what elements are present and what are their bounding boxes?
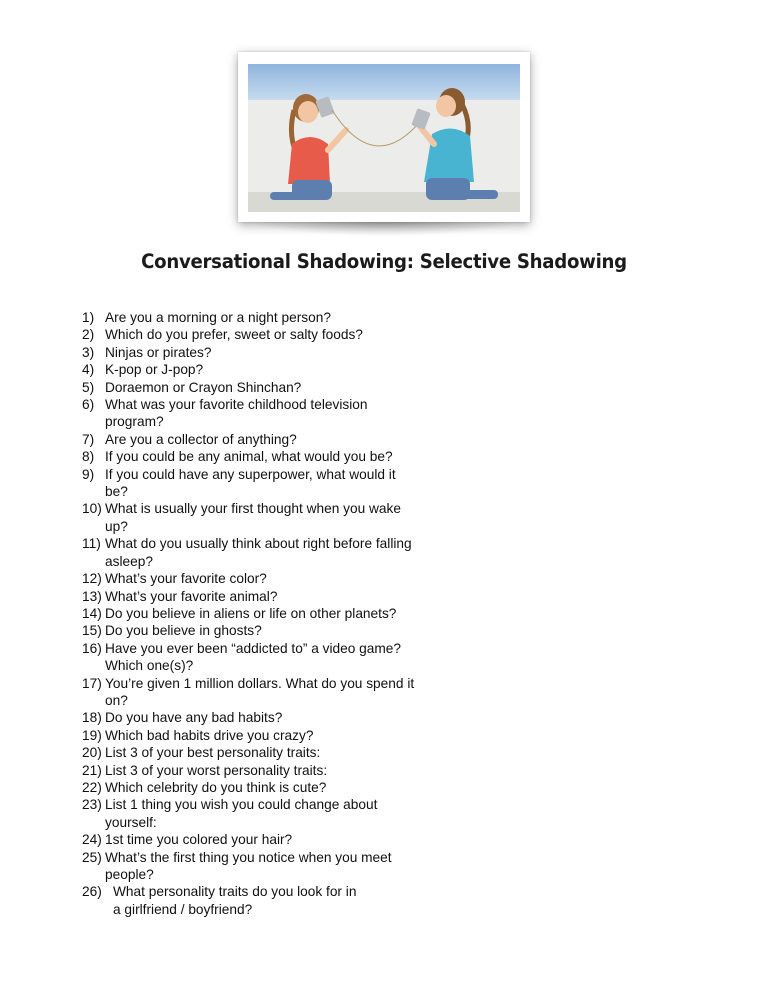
question-line: Do you believe in aliens or life on other planets? — [105, 605, 397, 621]
question-item — [82, 588, 463, 605]
question-text — [105, 344, 455, 361]
question-number: 6) — [82, 397, 95, 413]
question-line: Do you have any bad habits? — [105, 710, 283, 726]
question-number: 16) — [82, 640, 102, 656]
question-text — [105, 622, 455, 639]
question-line: yourself: — [105, 814, 157, 830]
question-line: Are you a collector of anything? — [105, 431, 297, 447]
question-item — [82, 466, 463, 501]
question-line: What was your favorite childhood television — [105, 397, 368, 413]
question-line: program? — [105, 414, 164, 430]
question-item — [82, 309, 463, 326]
question-line: Have you ever been “addicted to” a video game? — [105, 640, 401, 656]
question-line: Which bad habits drive you crazy? — [105, 727, 314, 743]
question-text — [105, 379, 455, 396]
question-text — [105, 361, 455, 378]
question-item — [82, 605, 463, 622]
question-item — [82, 344, 463, 361]
question-item — [82, 326, 463, 343]
question-line: Which one(s)? — [105, 658, 194, 674]
question-line: on? — [105, 692, 128, 708]
question-number: 26) — [82, 884, 102, 900]
question-number: 15) — [82, 623, 102, 639]
question-item — [82, 622, 463, 639]
question-number: 9) — [82, 466, 95, 482]
question-item — [82, 448, 463, 465]
question-text — [105, 762, 455, 779]
question-line: K-pop or J-pop? — [105, 362, 204, 378]
question-number: 8) — [82, 449, 95, 465]
question-text — [105, 500, 455, 535]
question-item — [82, 744, 463, 761]
question-number: 10) — [82, 501, 102, 517]
question-line: 1st time you colored your hair? — [105, 832, 293, 848]
question-text — [105, 640, 455, 675]
question-line: List 3 of your best personality traits: — [105, 745, 321, 761]
question-text — [105, 448, 455, 465]
question-text — [105, 466, 455, 501]
question-item — [82, 431, 463, 448]
question-text — [105, 831, 455, 848]
question-line: If you could have any superpower, what would it — [105, 466, 396, 482]
question-item — [82, 727, 463, 744]
question-number: 17) — [82, 675, 102, 691]
question-number: 12) — [82, 571, 102, 587]
question-number: 25) — [82, 849, 102, 865]
question-text — [105, 779, 455, 796]
question-number: 1) — [82, 310, 95, 325]
question-number: 2) — [82, 327, 95, 343]
question-line: What is usually your first thought when you wake — [105, 501, 401, 517]
question-line: What’s your favorite animal? — [105, 588, 278, 604]
question-line: Doraemon or Crayon Shinchan? — [105, 379, 302, 395]
question-number: 20) — [82, 745, 102, 761]
question-item — [82, 762, 463, 779]
question-line: Ninjas or pirates? — [105, 344, 212, 360]
question-line: be? — [105, 484, 128, 500]
question-line: people? — [105, 867, 154, 882]
question-number: 13) — [82, 588, 102, 604]
two-girls-tin-can-phone-photo — [248, 64, 520, 212]
question-text — [105, 570, 455, 587]
question-number: 19) — [82, 727, 102, 743]
question-text — [105, 744, 455, 761]
question-text — [105, 396, 455, 431]
question-line: up? — [105, 518, 128, 534]
question-number: 7) — [82, 431, 95, 447]
question-text — [105, 605, 455, 622]
question-line: If you could be any animal, what would you be? — [105, 449, 393, 465]
question-item — [82, 883, 463, 918]
question-number: 14) — [82, 605, 102, 621]
question-item — [82, 675, 463, 710]
question-number: 3) — [82, 344, 95, 360]
question-line: What’s the first thing you notice when you meet — [105, 849, 392, 865]
question-text — [105, 796, 455, 831]
question-number: 24) — [82, 832, 102, 848]
question-text — [105, 431, 455, 448]
question-number: 11) — [82, 536, 101, 552]
question-item — [82, 640, 463, 675]
question-text — [105, 709, 455, 726]
question-text — [105, 849, 455, 884]
question-text — [105, 326, 455, 343]
question-text — [105, 727, 455, 744]
photo-shadow — [250, 222, 518, 236]
question-number: 21) — [82, 762, 102, 778]
question-item — [82, 709, 463, 726]
question-line: asleep? — [105, 553, 153, 569]
question-line: What personality traits do you look for in — [113, 884, 357, 900]
photo-frame — [238, 52, 530, 222]
question-item — [82, 570, 463, 587]
question-item — [82, 500, 463, 535]
question-line: Which celebrity do you think is cute? — [105, 779, 327, 795]
question-number: 23) — [82, 797, 102, 813]
page-title: Conversational Shadowing: Selective Shadowing — [141, 250, 627, 273]
question-line: What’s your favorite color? — [105, 571, 267, 587]
question-number: 4) — [82, 362, 95, 378]
question-item — [82, 779, 463, 796]
question-line: Do you believe in ghosts? — [105, 623, 262, 639]
question-item — [82, 796, 463, 831]
question-line: What do you usually think about right before falling — [105, 536, 412, 552]
question-line: List 3 of your worst personality traits: — [105, 762, 328, 778]
question-line: Which do you prefer, sweet or salty foods? — [105, 327, 363, 343]
question-item — [82, 396, 463, 431]
question-text — [105, 535, 455, 570]
question-list — [82, 309, 463, 918]
question-item — [82, 849, 463, 884]
question-line: You’re given 1 million dollars. What do you spend it — [105, 675, 415, 691]
question-text — [113, 883, 463, 918]
question-text — [105, 675, 455, 710]
question-item — [82, 361, 463, 378]
question-line: Are you a morning or a night person? — [105, 310, 331, 325]
question-number: 5) — [82, 379, 95, 395]
question-number: 22) — [82, 779, 102, 795]
question-item — [82, 379, 463, 396]
question-text — [105, 309, 455, 326]
question-text — [105, 588, 455, 605]
question-item — [82, 535, 463, 570]
question-item — [82, 831, 463, 848]
question-number: 18) — [82, 710, 102, 726]
question-line: a girlfriend / boyfriend? — [113, 901, 253, 917]
question-line: List 1 thing you wish you could change about — [105, 797, 378, 813]
